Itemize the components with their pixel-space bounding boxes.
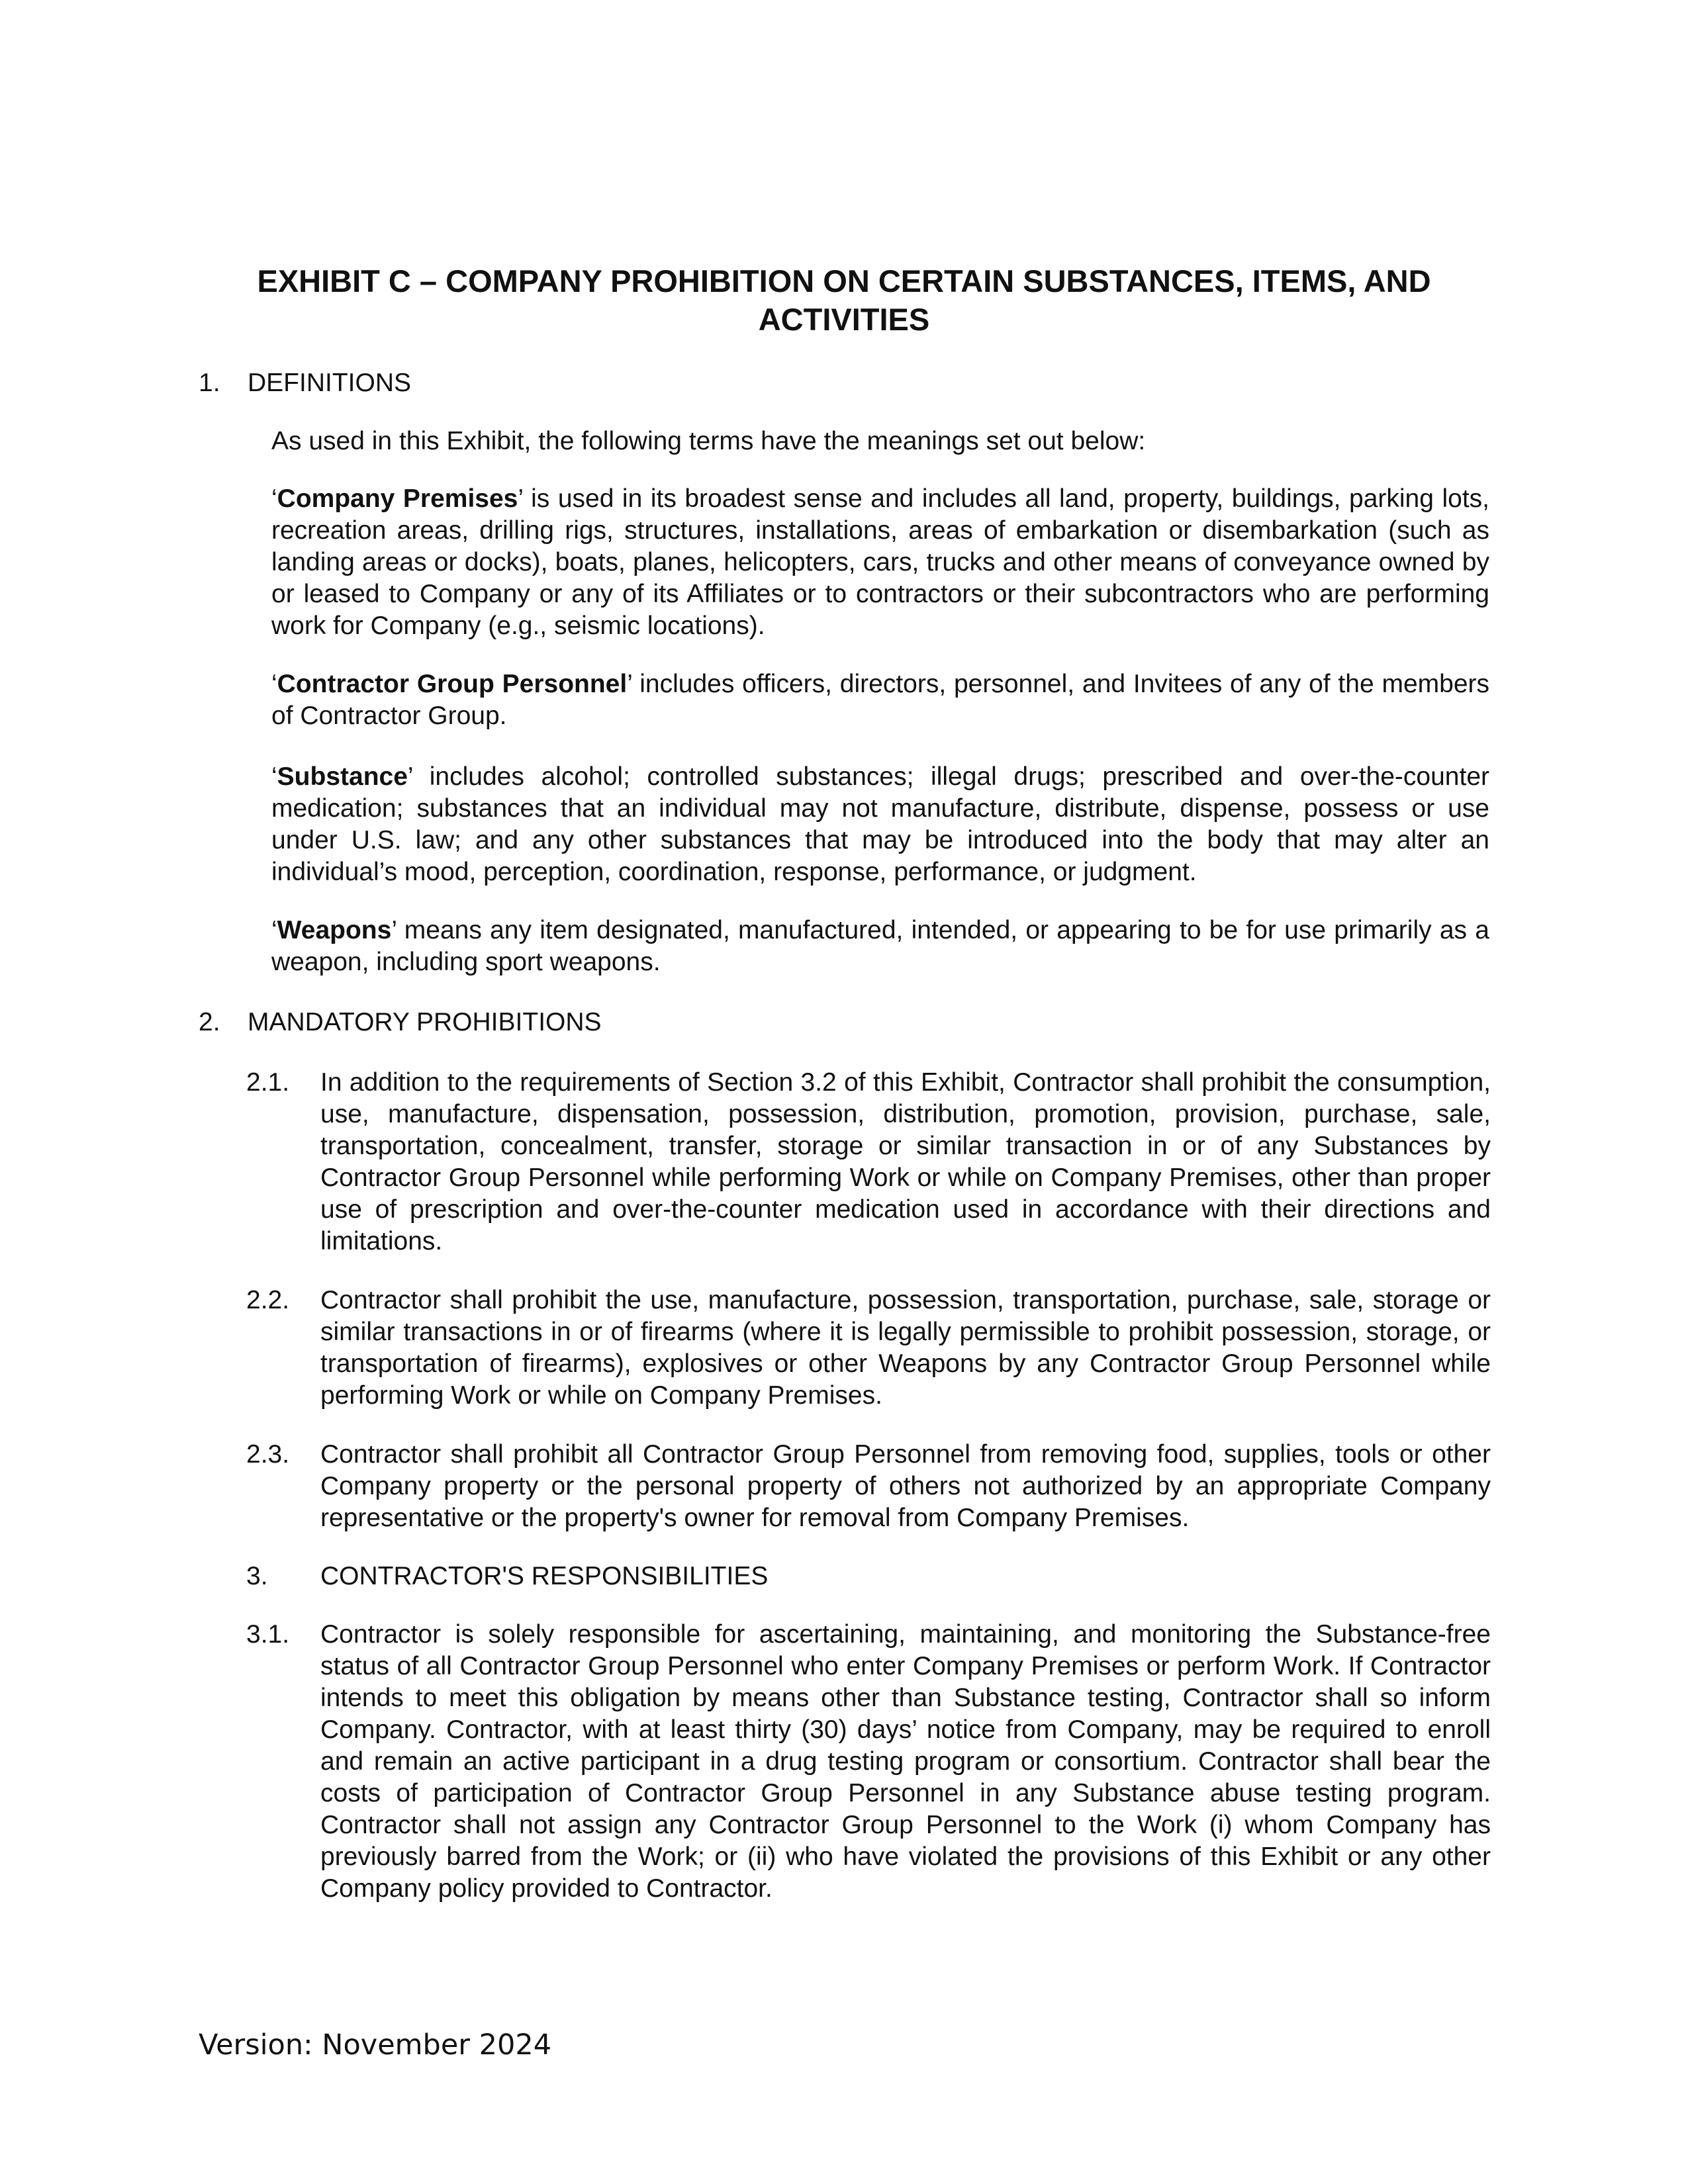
definition-term: Contractor Group Personnel: [277, 670, 628, 698]
section-title: MANDATORY PROHIBITIONS: [248, 1008, 602, 1036]
clause-3-1: [246, 1619, 1491, 1905]
definition-substance: ‘Substance’ includes alcohol; controlled substances; illegal drugs; prescribed and over-the-counter medication; substances that an individual may not manufacture, distribute, dispense, possess or use under U.S. law; and any other substances that may be introduced into the body that may alter an individual’s mood, perception, coordination, response, performance, or judgment.: [271, 762, 1489, 886]
section-title: DEFINITIONS: [248, 369, 412, 397]
definition-text: ’ includes officers, directors, personnel, and Invitees of any of the members of Contractor Group.: [271, 670, 1489, 730]
clause-text: Contractor shall prohibit all Contractor Group Personnel from removing food, supplies, tools or other Company property or the personal property of others not authorized by an appropriate Company representative or the property's owner for removal from Company Premises.: [320, 1440, 1491, 1532]
clause-2-2: [246, 1285, 1491, 1412]
definition-contractor-group-personnel: ‘Contractor Group Personnel’ includes officers, directors, personnel, and Invitees of any of the members of Contractor Group.: [271, 670, 1489, 730]
definition-term: Company Premises: [277, 484, 518, 513]
section-number: 3.: [246, 1562, 268, 1590]
clause-2-3: [246, 1439, 1491, 1534]
definition-text: ’ is used in its broadest sense and includes all land, property, buildings, parking lots, recreation areas, drilling rigs, structures, installations, areas of embarkation or disembarkation (such as landing areas or docks), boats, planes, helicopters, cars, trucks and other means of conveyance owned by or leased to Company or any of its Affiliates or to contractors or their subcontractors who are performing work for Company (e.g., seismic locations).: [271, 484, 1489, 640]
definition-text: ’ includes alcohol; controlled substances; illegal drugs; prescribed and over-the-counter medication; substances that an individual may not manufacture, distribute, dispense, possess or use under U.S. law; and any other substances that may be introduced into the body that may alter an individual’s mood, perception, coordination, response, performance, or judgment.: [271, 762, 1489, 886]
definition-company-premises: ‘Company Premises’ is used in its broadest sense and includes all land, property, buildings, parking lots, recreation areas, drilling rigs, structures, installations, areas of embarkation or disembarkation (such as landing areas or docks), boats, planes, helicopters, cars, trucks and other means of conveyance owned by or leased to Company or any of its Affiliates or to contractors or their subcontractors who are performing work for Company (e.g., seismic locations).: [271, 484, 1489, 640]
section-title: CONTRACTOR'S RESPONSIBILITIES: [320, 1562, 769, 1590]
clause-number: 2.1.: [246, 1068, 290, 1097]
definition-weapons: ‘Weapons’ means any item designated, manufactured, intended, or appearing to be for use primarily as a weapon, including sport weapons.: [271, 916, 1489, 976]
section-number: 2.: [199, 1008, 220, 1036]
clause-text: Contractor shall prohibit the use, manufacture, possession, transportation, purchase, sale, storage or similar transactions in or of firearms (where it is legally permissible to prohibit possession, storage, or transportation of firearms), explosives or other Weapons by any Contractor Group Personnel while performing Work or while on Company Premises.: [320, 1286, 1491, 1410]
clause-text: In addition to the requirements of Section 3.2 of this Exhibit, Contractor shall prohibit the consumption, use, manufacture, dispensation, possession, distribution, promotion, provision, purchase, sale, transportation, concealment, transfer, storage or similar transaction in or of any Substances by Contractor Group Personnel while performing Work or while on Company Premises, other than proper use of prescription and over-the-counter medication used in accordance with their directions and limitations.: [320, 1068, 1491, 1255]
section-number: 1.: [199, 369, 220, 397]
footer-version: Version: November 2024: [199, 2028, 552, 2062]
clause-number: 3.1.: [246, 1620, 290, 1649]
definitions-intro: As used in this Exhibit, the following terms have the meanings set out below:: [271, 427, 1146, 455]
page-title: EXHIBIT C – COMPANY PROHIBITION ON CERTAIN SUBSTANCES, ITEMS, AND ACTIVITIES: [257, 263, 1431, 337]
definition-term: Substance: [277, 762, 408, 791]
clause-2-1: [246, 1067, 1491, 1257]
definition-term: Weapons: [277, 916, 392, 944]
clause-number: 2.3.: [246, 1440, 290, 1469]
clause-text: Contractor is solely responsible for ascertaining, maintaining, and monitoring the Substance-free status of all Contractor Group Personnel who enter Company Premises or perform Work. If Contractor intends to meet this obligation by means other than Substance testing, Contractor shall so inform Company. Contractor, with at least thirty (30) days’ notice from Company, may be required to enroll and remain an active participant in a drug testing program or consortium. Contractor shall bear the costs of participation of Contractor Group Personnel in any Substance abuse testing program. Contractor shall not assign any Contractor Group Personnel to the Work (i) whom Company has previously barred from the Work; or (ii) who have violated the provisions of this Exhibit or any other Company policy provided to Contractor.: [320, 1620, 1491, 1903]
clause-number: 2.2.: [246, 1286, 290, 1314]
definition-text: ’ means any item designated, manufactured, intended, or appearing to be for use primarily as a weapon, including sport weapons.: [271, 916, 1489, 976]
